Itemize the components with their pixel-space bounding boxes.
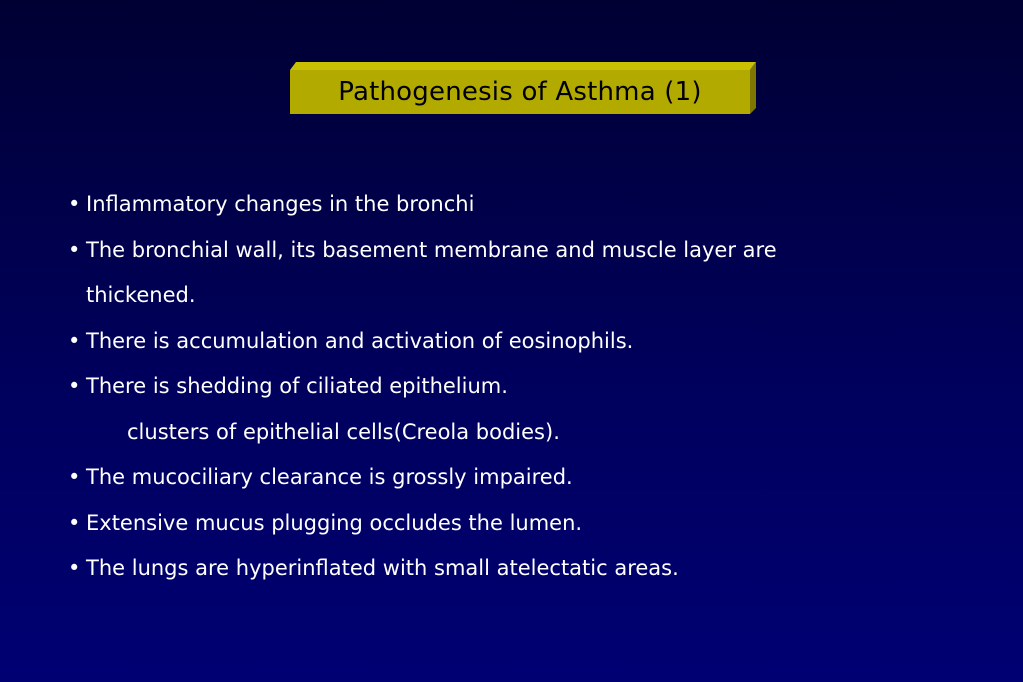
bullet-icon: • [68,556,81,580]
bullet-item [68,228,968,274]
bullet-icon: • [68,510,81,535]
title-box-face [290,70,750,114]
sub-item-text: clusters of epithelial cells(Creola bodies). [127,419,560,444]
bullet-icon: • [68,328,81,353]
bullet-list [68,182,968,592]
bullet-icon: • [68,465,81,489]
slide-title: Pathogenesis of Asthma (1) [338,77,702,107]
title-box-bevel-right [750,62,756,114]
bullet-icon: • [68,374,81,398]
bullet-item [68,364,968,410]
bullet-item [68,182,968,228]
bullet-icon: • [68,192,81,216]
bullet-text: The mucociliary clearance is grossly impaired. [86,465,573,489]
bullet-text: thickened. [86,283,196,307]
bullet-item [68,546,968,592]
bullet-item [68,319,968,365]
bullet-item [68,455,968,501]
bullet-text: The lungs are hyperinflated with small atelectatic areas. [86,556,679,580]
bullet-text: There is shedding of ciliated epithelium. [86,374,508,398]
bullet-text: The bronchial wall, its basement membrane and muscle layer are [86,237,777,262]
bullet-continuation [68,273,968,319]
title-box-bevel-top [290,62,756,70]
title-box [290,62,756,114]
bullet-text: There is accumulation and activation of eosinophils. [86,328,634,353]
bullet-text: Inflammatory changes in the bronchi [86,192,475,216]
bullet-text: Extensive mucus plugging occludes the lumen. [86,510,583,535]
bullet-item [68,501,968,547]
sub-item [68,410,968,456]
bullet-icon: • [68,237,81,262]
